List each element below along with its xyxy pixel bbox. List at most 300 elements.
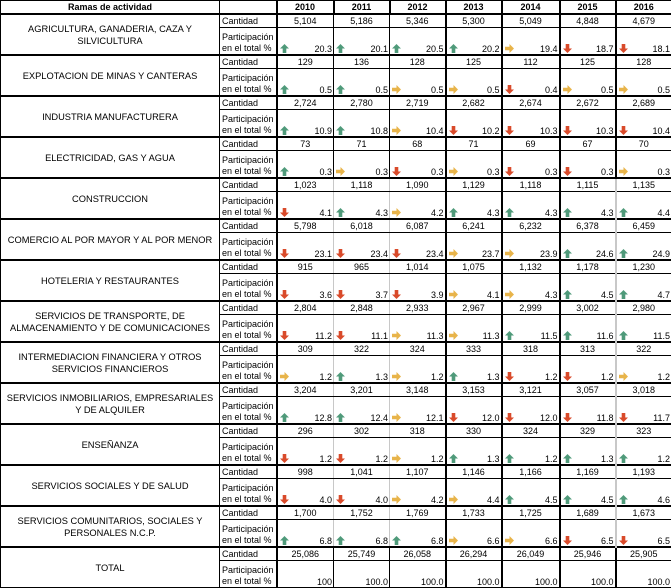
quantity-cell: 129 bbox=[277, 55, 334, 69]
quantity-row bbox=[1, 301, 671, 315]
share-cell bbox=[277, 233, 334, 261]
sector-name: INTERMEDIACION FINANCIERA Y OTROS SERVICIOS FINANCIEROS bbox=[1, 342, 220, 383]
share-cell bbox=[277, 274, 334, 302]
share-cell bbox=[334, 561, 390, 588]
share-value: 12.1 bbox=[426, 413, 444, 423]
quantity-cell: 6,232 bbox=[502, 219, 560, 233]
share-value: 6.6 bbox=[487, 536, 500, 546]
share-cell bbox=[390, 561, 446, 588]
quantity-row bbox=[1, 506, 671, 520]
quantity-cell: 324 bbox=[502, 424, 560, 438]
quantity-cell: 6,087 bbox=[390, 219, 446, 233]
quantity-row bbox=[1, 424, 671, 438]
share-cell bbox=[560, 110, 616, 138]
share-value: 19.4 bbox=[540, 44, 558, 54]
quantity-cell: 1,230 bbox=[616, 260, 671, 274]
share-value: 6.5 bbox=[657, 536, 670, 546]
quantity-cell: 112 bbox=[502, 55, 560, 69]
quantity-cell: 1,118 bbox=[334, 178, 390, 192]
quantity-cell: 3,018 bbox=[616, 383, 671, 397]
year-header-2015: 2015 bbox=[560, 1, 616, 15]
share-cell bbox=[616, 233, 671, 261]
share-cell bbox=[390, 233, 446, 261]
quantity-cell: 67 bbox=[560, 137, 616, 151]
share-cell bbox=[502, 110, 560, 138]
share-value: 0.3 bbox=[487, 167, 500, 177]
quantity-cell: 1,146 bbox=[446, 465, 502, 479]
share-value: 11.1 bbox=[371, 331, 388, 341]
share-value: 4.3 bbox=[375, 208, 388, 218]
quantity-label: Cantidad bbox=[220, 178, 277, 192]
share-value: 12.8 bbox=[314, 413, 332, 423]
quantity-cell: 25,905 bbox=[616, 547, 671, 561]
quantity-cell: 26,058 bbox=[390, 547, 446, 561]
share-value: 24.9 bbox=[652, 249, 670, 259]
share-value: 4.5 bbox=[601, 495, 614, 505]
share-cell bbox=[446, 69, 502, 97]
quantity-cell: 5,300 bbox=[446, 14, 502, 28]
share-cell bbox=[502, 397, 560, 425]
quantity-cell: 1,107 bbox=[390, 465, 446, 479]
quantity-cell: 318 bbox=[390, 424, 446, 438]
quantity-cell: 1,733 bbox=[446, 506, 502, 520]
quantity-row bbox=[1, 465, 671, 479]
share-value: 100.0 bbox=[477, 577, 500, 587]
quantity-cell: 3,148 bbox=[390, 383, 446, 397]
year-header-2014: 2014 bbox=[502, 1, 560, 15]
share-label: Participación en el total % bbox=[220, 151, 277, 179]
share-value: 1.2 bbox=[545, 454, 558, 464]
quantity-row bbox=[1, 547, 671, 561]
quantity-cell: 1,178 bbox=[560, 260, 616, 274]
share-cell bbox=[334, 479, 390, 507]
share-value: 20.1 bbox=[370, 44, 388, 54]
share-cell bbox=[616, 520, 671, 548]
share-label: Participación en el total % bbox=[220, 397, 277, 425]
quantity-cell: 68 bbox=[390, 137, 446, 151]
sector-name: COMERCIO AL POR MAYOR Y AL POR MENOR bbox=[1, 219, 220, 260]
quantity-cell: 302 bbox=[334, 424, 390, 438]
share-value: 10.3 bbox=[540, 126, 558, 136]
share-label: Participación en el total % bbox=[220, 479, 277, 507]
share-cell bbox=[560, 561, 616, 588]
share-value: 0.3 bbox=[319, 167, 332, 177]
quantity-cell: 3,153 bbox=[446, 383, 502, 397]
quantity-row bbox=[1, 383, 671, 397]
quantity-cell: 70 bbox=[616, 137, 671, 151]
share-cell bbox=[277, 520, 334, 548]
header-row bbox=[1, 1, 671, 15]
share-cell bbox=[446, 438, 502, 466]
quantity-cell: 125 bbox=[560, 55, 616, 69]
share-value: 23.7 bbox=[482, 249, 500, 259]
quantity-cell: 318 bbox=[502, 342, 560, 356]
share-cell bbox=[277, 151, 334, 179]
share-cell bbox=[446, 561, 502, 588]
quantity-cell: 6,378 bbox=[560, 219, 616, 233]
share-cell bbox=[446, 356, 502, 384]
share-value: 4.1 bbox=[319, 208, 332, 218]
share-value: 4.4 bbox=[657, 208, 670, 218]
quantity-cell: 4,679 bbox=[616, 14, 671, 28]
share-cell bbox=[446, 397, 502, 425]
share-value: 12.0 bbox=[540, 413, 558, 423]
share-cell bbox=[390, 151, 446, 179]
share-cell bbox=[277, 561, 334, 588]
quantity-cell: 25,946 bbox=[560, 547, 616, 561]
share-value: 0.5 bbox=[601, 85, 614, 95]
share-cell bbox=[390, 69, 446, 97]
quantity-cell: 1,118 bbox=[502, 178, 560, 192]
share-value: 10.3 bbox=[596, 126, 614, 136]
quantity-row bbox=[1, 219, 671, 233]
share-cell bbox=[277, 192, 334, 220]
share-value: 11.8 bbox=[597, 413, 614, 423]
quantity-cell: 69 bbox=[502, 137, 560, 151]
share-value: 1.2 bbox=[319, 372, 332, 382]
share-cell bbox=[334, 438, 390, 466]
sector-name: SERVICIOS INMOBILIARIOS, EMPRESARIALES Y DE ALQUILER bbox=[1, 383, 220, 424]
share-value: 0.5 bbox=[375, 85, 388, 95]
share-cell bbox=[277, 479, 334, 507]
table-body bbox=[1, 14, 671, 588]
share-value: 10.9 bbox=[314, 126, 332, 136]
sector-name: INDUSTRIA MANUFACTURERA bbox=[1, 96, 220, 137]
share-cell bbox=[616, 110, 671, 138]
share-cell bbox=[390, 315, 446, 343]
share-cell bbox=[277, 69, 334, 97]
share-cell bbox=[446, 233, 502, 261]
quantity-cell: 136 bbox=[334, 55, 390, 69]
sector-name: SERVICIOS SOCIALES Y DE SALUD bbox=[1, 465, 220, 506]
share-cell bbox=[616, 192, 671, 220]
share-value: 1.2 bbox=[431, 454, 444, 464]
quantity-cell: 1,769 bbox=[390, 506, 446, 520]
quantity-cell: 1,135 bbox=[616, 178, 671, 192]
share-cell bbox=[560, 274, 616, 302]
quantity-cell: 2,967 bbox=[446, 301, 502, 315]
share-value: 100.0 bbox=[647, 577, 670, 587]
quantity-cell: 25,086 bbox=[277, 547, 334, 561]
year-header-2010: 2010 bbox=[277, 1, 334, 15]
quantity-cell: 2,804 bbox=[277, 301, 334, 315]
share-cell bbox=[616, 274, 671, 302]
sector-name: AGRICULTURA, GANADERIA, CAZA Y SILVICULTURA bbox=[1, 14, 220, 55]
share-cell bbox=[616, 315, 671, 343]
share-value: 23.4 bbox=[370, 249, 388, 259]
share-value: 4.2 bbox=[431, 208, 444, 218]
quantity-cell: 128 bbox=[390, 55, 446, 69]
share-cell bbox=[334, 28, 390, 56]
share-value: 4.5 bbox=[545, 495, 558, 505]
share-value: 11.3 bbox=[483, 331, 500, 341]
quantity-cell: 6,018 bbox=[334, 219, 390, 233]
share-value: 11.3 bbox=[427, 331, 444, 341]
share-value: 1.2 bbox=[431, 372, 444, 382]
quantity-cell: 5,049 bbox=[502, 14, 560, 28]
quantity-cell: 128 bbox=[616, 55, 671, 69]
quantity-cell: 3,204 bbox=[277, 383, 334, 397]
share-cell bbox=[390, 274, 446, 302]
share-value: 1.2 bbox=[657, 454, 670, 464]
quantity-label: Cantidad bbox=[220, 260, 277, 274]
quantity-cell: 329 bbox=[560, 424, 616, 438]
quantity-cell: 2,999 bbox=[502, 301, 560, 315]
share-cell bbox=[502, 561, 560, 588]
sector-name: ELECTRICIDAD, GAS Y AGUA bbox=[1, 137, 220, 178]
quantity-cell: 5,346 bbox=[390, 14, 446, 28]
share-value: 4.4 bbox=[487, 495, 500, 505]
quantity-label: Cantidad bbox=[220, 547, 277, 561]
share-value: 12.4 bbox=[370, 413, 388, 423]
share-value: 4.5 bbox=[601, 290, 614, 300]
share-value: 0.3 bbox=[431, 167, 444, 177]
share-value: 100.0 bbox=[535, 577, 558, 587]
share-cell bbox=[446, 274, 502, 302]
share-value: 4.2 bbox=[431, 495, 444, 505]
share-value: 12.0 bbox=[482, 413, 500, 423]
share-cell bbox=[616, 561, 671, 588]
share-cell bbox=[277, 315, 334, 343]
share-cell bbox=[446, 479, 502, 507]
share-value: 0.5 bbox=[319, 85, 332, 95]
share-value: 3.9 bbox=[431, 290, 444, 300]
share-value: 0.3 bbox=[375, 167, 388, 177]
share-value: 6.6 bbox=[545, 536, 558, 546]
sector-name: CONSTRUCCION bbox=[1, 178, 220, 219]
quantity-label: Cantidad bbox=[220, 383, 277, 397]
quantity-row bbox=[1, 342, 671, 356]
share-value: 1.3 bbox=[375, 372, 388, 382]
share-cell bbox=[446, 192, 502, 220]
sector-name: SERVICIOS DE TRANSPORTE, DE ALMACENAMIENTO Y DE COMUNICACIONES bbox=[1, 301, 220, 342]
share-value: 23.1 bbox=[314, 249, 332, 259]
quantity-cell: 2,672 bbox=[560, 96, 616, 110]
quantity-cell: 1,132 bbox=[502, 260, 560, 274]
sector-column-header: Ramas de actividad bbox=[1, 1, 220, 15]
quantity-cell: 73 bbox=[277, 137, 334, 151]
share-value: 0.3 bbox=[657, 167, 670, 177]
quantity-cell: 324 bbox=[390, 342, 446, 356]
share-cell bbox=[560, 356, 616, 384]
share-value: 3.6 bbox=[319, 290, 332, 300]
year-header-2011: 2011 bbox=[334, 1, 390, 15]
quantity-cell: 3,121 bbox=[502, 383, 560, 397]
quantity-cell: 5,104 bbox=[277, 14, 334, 28]
share-cell bbox=[616, 438, 671, 466]
share-cell bbox=[616, 479, 671, 507]
share-value: 20.5 bbox=[426, 44, 444, 54]
share-value: 1.2 bbox=[545, 372, 558, 382]
quantity-cell: 333 bbox=[446, 342, 502, 356]
year-header-2013: 2013 bbox=[446, 1, 502, 15]
sector-name: TOTAL bbox=[1, 547, 220, 588]
share-value: 1.2 bbox=[601, 372, 614, 382]
share-label: Participación en el total % bbox=[220, 561, 277, 588]
quantity-cell: 2,933 bbox=[390, 301, 446, 315]
quantity-row bbox=[1, 178, 671, 192]
share-cell bbox=[334, 315, 390, 343]
share-value: 20.2 bbox=[482, 44, 500, 54]
quantity-cell: 965 bbox=[334, 260, 390, 274]
share-cell bbox=[277, 110, 334, 138]
quantity-cell: 2,980 bbox=[616, 301, 671, 315]
quantity-cell: 25,749 bbox=[334, 547, 390, 561]
share-cell bbox=[446, 520, 502, 548]
quantity-row bbox=[1, 55, 671, 69]
share-cell bbox=[560, 397, 616, 425]
share-cell bbox=[334, 151, 390, 179]
share-value: 11.5 bbox=[541, 331, 558, 341]
quantity-cell: 1,014 bbox=[390, 260, 446, 274]
share-cell bbox=[560, 315, 616, 343]
share-cell bbox=[616, 151, 671, 179]
share-cell bbox=[390, 356, 446, 384]
quantity-label: Cantidad bbox=[220, 96, 277, 110]
quantity-cell: 1,689 bbox=[560, 506, 616, 520]
share-label: Participación en el total % bbox=[220, 274, 277, 302]
share-value: 100.0 bbox=[591, 577, 614, 587]
share-cell bbox=[390, 397, 446, 425]
share-cell bbox=[277, 356, 334, 384]
share-value: 0.5 bbox=[487, 85, 500, 95]
quantity-cell: 323 bbox=[616, 424, 671, 438]
share-label: Participación en el total % bbox=[220, 438, 277, 466]
share-value: 20.3 bbox=[314, 44, 332, 54]
share-label: Participación en el total % bbox=[220, 69, 277, 97]
quantity-cell: 998 bbox=[277, 465, 334, 479]
quantity-cell: 1,166 bbox=[502, 465, 560, 479]
share-cell bbox=[502, 438, 560, 466]
sector-name: EXPLOTACION DE MINAS Y CANTERAS bbox=[1, 55, 220, 96]
quantity-cell: 2,848 bbox=[334, 301, 390, 315]
share-cell bbox=[560, 28, 616, 56]
share-value: 4.1 bbox=[487, 290, 500, 300]
quantity-label: Cantidad bbox=[220, 219, 277, 233]
year-header-2016: 2016 bbox=[616, 1, 671, 15]
quantity-row bbox=[1, 137, 671, 151]
sector-name: HOTELERIA Y RESTAURANTES bbox=[1, 260, 220, 301]
share-label: Participación en el total % bbox=[220, 192, 277, 220]
share-value: 6.8 bbox=[431, 536, 444, 546]
quantity-cell: 1,700 bbox=[277, 506, 334, 520]
quantity-cell: 71 bbox=[446, 137, 502, 151]
quantity-label: Cantidad bbox=[220, 301, 277, 315]
share-cell bbox=[334, 356, 390, 384]
share-cell bbox=[616, 397, 671, 425]
quantity-label: Cantidad bbox=[220, 14, 277, 28]
share-cell bbox=[502, 356, 560, 384]
quantity-cell: 1,193 bbox=[616, 465, 671, 479]
quantity-cell: 2,780 bbox=[334, 96, 390, 110]
share-value: 4.0 bbox=[319, 495, 332, 505]
quantity-label: Cantidad bbox=[220, 424, 277, 438]
quantity-cell: 1,673 bbox=[616, 506, 671, 520]
share-cell bbox=[560, 233, 616, 261]
share-value: 11.5 bbox=[653, 331, 670, 341]
quantity-cell: 322 bbox=[334, 342, 390, 356]
share-cell bbox=[390, 438, 446, 466]
quantity-cell: 26,294 bbox=[446, 547, 502, 561]
share-value: 23.9 bbox=[540, 249, 558, 259]
sector-name: SERVICIOS COMUNITARIOS, SOCIALES Y PERSONALES N.C.P. bbox=[1, 506, 220, 547]
quantity-row bbox=[1, 14, 671, 28]
quantity-cell: 6,459 bbox=[616, 219, 671, 233]
share-value: 4.7 bbox=[657, 290, 670, 300]
share-label: Participación en el total % bbox=[220, 28, 277, 56]
quantity-cell: 1,041 bbox=[334, 465, 390, 479]
quantity-cell: 2,724 bbox=[277, 96, 334, 110]
share-cell bbox=[502, 192, 560, 220]
share-value: 18.1 bbox=[652, 44, 670, 54]
share-cell bbox=[502, 69, 560, 97]
share-value: 4.6 bbox=[657, 495, 670, 505]
share-value: 23.4 bbox=[426, 249, 444, 259]
share-cell bbox=[560, 192, 616, 220]
share-cell bbox=[446, 28, 502, 56]
share-cell bbox=[334, 274, 390, 302]
share-value: 10.4 bbox=[652, 126, 670, 136]
quantity-cell: 322 bbox=[616, 342, 671, 356]
quantity-cell: 1,725 bbox=[502, 506, 560, 520]
quantity-cell: 330 bbox=[446, 424, 502, 438]
share-value: 1.2 bbox=[319, 454, 332, 464]
share-value: 11.7 bbox=[653, 413, 670, 423]
share-cell bbox=[502, 479, 560, 507]
share-label: Participación en el total % bbox=[220, 110, 277, 138]
share-cell bbox=[502, 28, 560, 56]
quantity-row bbox=[1, 96, 671, 110]
share-value: 100.0 bbox=[421, 577, 444, 587]
share-cell bbox=[502, 274, 560, 302]
share-value: 4.3 bbox=[545, 208, 558, 218]
share-value: 10.8 bbox=[370, 126, 388, 136]
quantity-label: Cantidad bbox=[220, 465, 277, 479]
quantity-cell: 1,115 bbox=[560, 178, 616, 192]
share-cell bbox=[502, 315, 560, 343]
share-cell bbox=[616, 28, 671, 56]
quantity-cell: 5,186 bbox=[334, 14, 390, 28]
share-label: Participación en el total % bbox=[220, 520, 277, 548]
share-cell bbox=[446, 110, 502, 138]
share-cell bbox=[390, 479, 446, 507]
share-label: Participación en el total % bbox=[220, 233, 277, 261]
quantity-cell: 309 bbox=[277, 342, 334, 356]
share-cell bbox=[446, 315, 502, 343]
share-value: 0.3 bbox=[601, 167, 614, 177]
quantity-cell: 313 bbox=[560, 342, 616, 356]
share-cell bbox=[560, 479, 616, 507]
share-value: 4.0 bbox=[375, 495, 388, 505]
sector-name: ENSEÑANZA bbox=[1, 424, 220, 465]
share-cell bbox=[334, 233, 390, 261]
quantity-cell: 2,682 bbox=[446, 96, 502, 110]
share-cell bbox=[560, 69, 616, 97]
quantity-cell: 6,241 bbox=[446, 219, 502, 233]
share-cell bbox=[390, 520, 446, 548]
share-value: 6.8 bbox=[319, 536, 332, 546]
share-cell bbox=[560, 151, 616, 179]
share-cell bbox=[277, 28, 334, 56]
share-value: 0.5 bbox=[431, 85, 444, 95]
share-label: Participación en el total % bbox=[220, 356, 277, 384]
quantity-cell: 2,719 bbox=[390, 96, 446, 110]
share-cell bbox=[390, 192, 446, 220]
quantity-cell: 2,689 bbox=[616, 96, 671, 110]
quantity-label: Cantidad bbox=[220, 55, 277, 69]
quantity-cell: 4,848 bbox=[560, 14, 616, 28]
share-cell bbox=[560, 520, 616, 548]
